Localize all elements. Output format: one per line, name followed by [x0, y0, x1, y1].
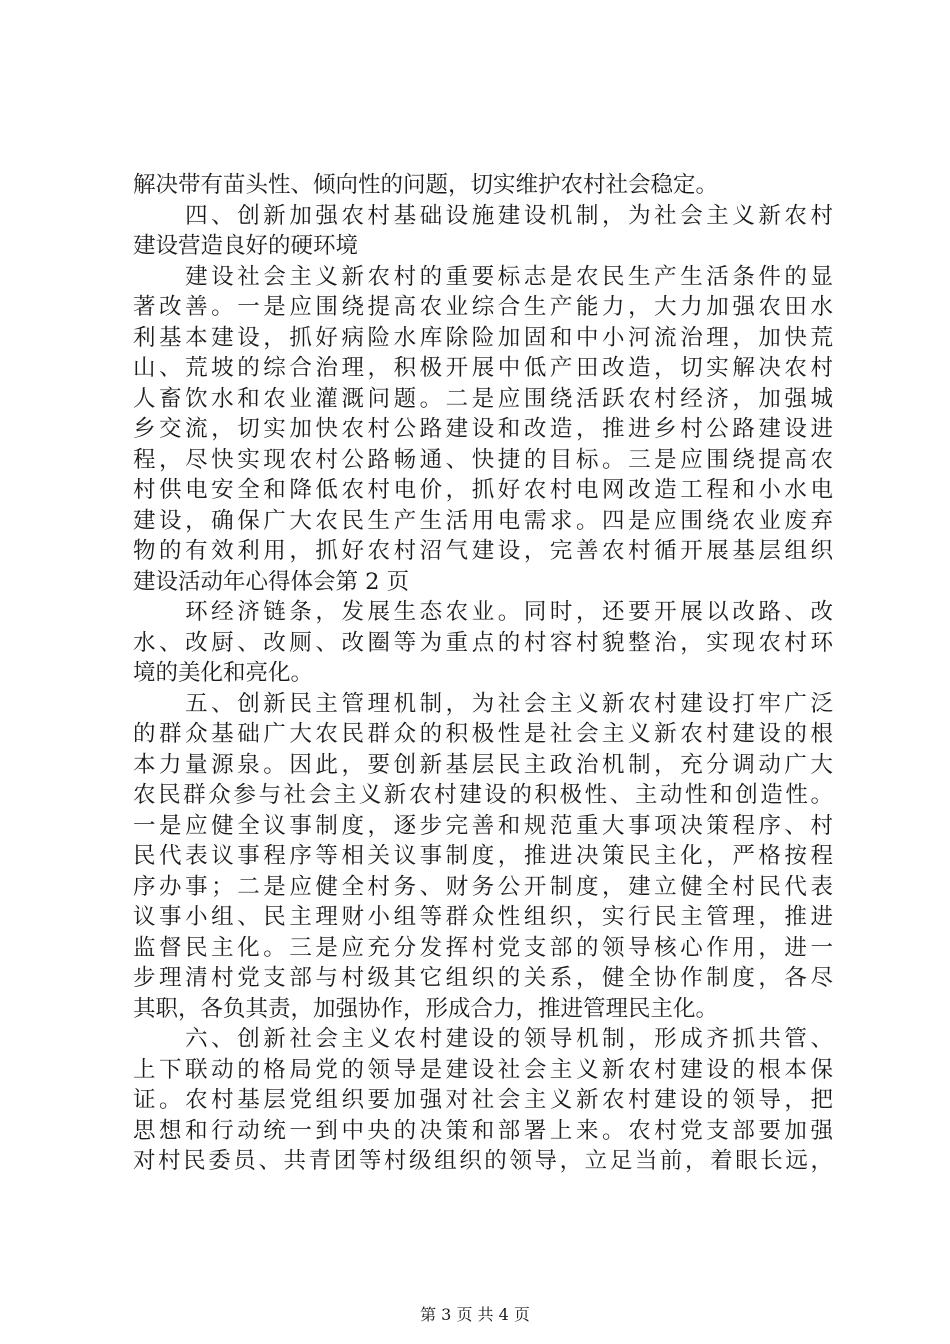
- page-footer: [0, 1305, 950, 1325]
- text-line: 其职，各负其责，加强协作，形成合力，推进管理民主化。: [133, 995, 719, 1022]
- text-line: 五、创新民主管理机制，为社会主义新农村建设打牢广泛: [133, 690, 833, 717]
- text-line: 六、创新社会主义农村建设的领导机制，形成齐抓共管、: [133, 1026, 833, 1052]
- text-line: 民代表议事程序等相关议事制度，推进决策民主化，严格按程: [133, 843, 833, 869]
- text-line: 序办事；二是应健全村务、财务公开制度，建立健全村民代表: [133, 873, 833, 900]
- text-line: 上下联动的格局党的领导是建设社会主义新农村建设的根本保: [133, 1056, 833, 1083]
- text-line: 乡交流，切实加快农村公路建设和改造，推进乡村公路建设进: [133, 416, 833, 442]
- text-line: 利基本建设，抓好病险水库除险加固和中小河流治理，加快荒: [133, 324, 833, 351]
- text-line: 监督民主化。三是应充分发挥村党支部的领导核心作用，进一: [133, 934, 833, 961]
- text-line: 村供电安全和降低农村电价，抓好农村电网改造工程和小水电: [133, 477, 833, 503]
- document-body: [133, 170, 833, 1177]
- text-line: 对村民委员、共青团等村级组织的领导，立足当前，着眼长远，: [133, 1148, 833, 1174]
- text-line: 山、荒坡的综合治理，积极开展中低产田改造，切实解决农村: [133, 355, 833, 381]
- text-line: 思想和行动统一到中央的决策和部署上来。农村党支部要加强: [133, 1117, 833, 1144]
- text-line: 一是应健全议事制度，逐步完善和规范重大事项决策程序、村: [133, 812, 833, 839]
- text-line: 著改善。一是应围绕提高农业综合生产能力，大力加强农田水: [133, 294, 833, 320]
- text-line: 步理清村党支部与村级其它组织的关系，健全协作制度，各尽: [133, 965, 833, 991]
- text-line: 建设，确保广大农民生产生活用电需求。四是应围绕农业废弃: [133, 507, 833, 534]
- text-line: 建设营造良好的硬环境: [133, 233, 359, 259]
- text-line: 建设社会主义新农村的重要标志是农民生产生活条件的显: [133, 263, 833, 290]
- text-line: 证。农村基层党组织要加强对社会主义新农村建设的领导，把: [133, 1087, 833, 1113]
- text-line: 解决带有苗头性、倾向性的问题，切实维护农村社会稳定。: [133, 172, 719, 198]
- text-line: 人畜饮水和农业灌溉问题。二是应围绕活跃农村经济，加强城: [133, 385, 833, 412]
- text-line: 水、改厨、改厕、改圈等为重点的村容村貌整治，实现农村环: [133, 629, 833, 656]
- page-number: 第 3 页 共 4 页: [420, 1305, 530, 1324]
- text-line: 议事小组、民主理财小组等群众性组织，实行民主管理，推进: [133, 904, 833, 930]
- text-line: 建设活动年心得体会第 2 页: [133, 568, 410, 595]
- text-line: 环经济链条，发展生态农业。同时，还要开展以改路、改: [133, 599, 833, 625]
- text-line: 农民群众参与社会主义新农村建设的积极性、主动性和创造性。: [133, 782, 833, 808]
- text-line: 物的有效利用，抓好农村沼气建设，完善农村循开展基层组织: [133, 538, 833, 564]
- text-line: 的群众基础广大农民群众的积极性是社会主义新农村建设的根: [133, 721, 833, 747]
- text-line: 本力量源泉。因此，要创新基层民主政治机制，充分调动广大: [133, 751, 833, 778]
- text-line: 程，尽快实现农村公路畅通、快捷的目标。三是应围绕提高农: [133, 446, 833, 473]
- text-line: 四、创新加强农村基础设施建设机制，为社会主义新农村: [133, 202, 833, 229]
- text-line: 境的美化和亮化。: [133, 660, 314, 686]
